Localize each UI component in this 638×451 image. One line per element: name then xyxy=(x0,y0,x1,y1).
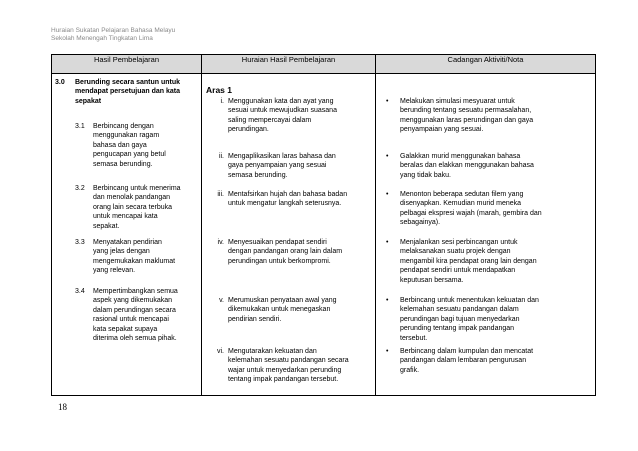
document-header-subtitle: Sekolah Menengah Tingkatan Lima xyxy=(51,35,153,42)
huraian-text xyxy=(228,97,337,135)
sub-item-line: dalam perundingan secara xyxy=(93,306,176,314)
huraian-line: semasa berunding. xyxy=(228,171,288,179)
huraian-number: v. xyxy=(219,297,224,304)
aktiviti-line: beralas dan elakkan menggunakan bahasa xyxy=(400,162,534,170)
aras-label: Aras 1 xyxy=(206,85,232,95)
aktiviti-line: disenyapkan. Kemudian murid meneka xyxy=(400,200,522,208)
huraian-line: untuk mengatur langkah seterusnya. xyxy=(228,200,342,208)
aktiviti-text xyxy=(400,238,537,285)
main-item-number: 3.0 xyxy=(55,79,65,86)
sub-item-line: orang lain secara terbuka xyxy=(93,203,172,211)
column-header-huraian: Huraian Hasil Pembelajaran xyxy=(202,55,376,74)
aktiviti-line: Berbincang untuk menentukan kekuatan dan xyxy=(400,297,539,304)
aktiviti-line: melaksanakan suatu projek dengan xyxy=(400,248,511,256)
huraian-line: Mengutarakan kekuatan dan xyxy=(228,348,317,355)
main-item-text xyxy=(75,78,180,106)
aktiviti-item xyxy=(386,238,537,285)
aktiviti-line: yang tidak baku. xyxy=(400,171,451,179)
sub-item-line: yang relevan. xyxy=(93,267,136,275)
sub-item-number: 3.1 xyxy=(75,123,85,130)
page-number: 18 xyxy=(58,402,67,412)
sub-item-line: Berbincang dengan xyxy=(93,123,154,130)
huraian-line: pendirian sendiri. xyxy=(228,315,282,323)
sub-item-line: Berbincang untuk menerima xyxy=(93,185,181,192)
sub-item-line: rasional untuk mencapai xyxy=(93,316,169,324)
huraian-number: iv. xyxy=(217,239,224,246)
aktiviti-text xyxy=(400,97,533,135)
table-body-row xyxy=(52,74,596,396)
main-item-line: mendapat persetujuan dan kata xyxy=(75,88,181,96)
huraian-line: Mentafsirkan hujah dan bahasa badan xyxy=(228,191,348,198)
bullet-icon: • xyxy=(386,297,389,304)
huraian-number: i. xyxy=(220,98,224,105)
aktiviti-line: kelemahan sesuatu pandangan dalam xyxy=(400,306,519,314)
sub-item-line: pengucapan yang betul xyxy=(93,151,166,159)
huraian-line: wajar untuk menyedarkan perunding xyxy=(228,366,342,374)
huraian-number: ii. xyxy=(218,153,224,160)
aktiviti-item xyxy=(386,296,539,343)
aktiviti-text xyxy=(400,296,539,343)
sub-item-line: sepakat. xyxy=(93,222,120,230)
aktiviti-line: penyampaian yang sesuai. xyxy=(400,126,484,134)
aktiviti-text xyxy=(400,152,534,180)
aktiviti-line: perunding tentang impak pandangan xyxy=(400,325,515,333)
aktiviti-line: pendapat sendiri untuk mendapatkan xyxy=(400,267,516,275)
huraian-line: gaya penyampaian yang sesuai xyxy=(228,162,327,170)
huraian-line: Merumuskan penyataan awal yang xyxy=(228,297,337,304)
huraian-text xyxy=(228,190,347,209)
aktiviti-line: Menjalankan sesi perbincangan untuk xyxy=(400,239,518,246)
aktiviti-line: sebagainya). xyxy=(400,219,441,227)
aktiviti-line: berunding tentang sesuatu permasalahan, xyxy=(400,107,532,115)
sub-item-line: diterima oleh semua pihak. xyxy=(93,335,177,343)
huraian-line: perundingan untuk berkompromi. xyxy=(228,257,331,265)
huraian-number: vi. xyxy=(217,348,224,355)
aktiviti-line: pelbagai ekspresi wajah (marah, gembira dan xyxy=(400,209,542,217)
sub-item-line: menggunakan ragam xyxy=(93,132,160,140)
aktiviti-item xyxy=(386,347,533,375)
sub-item-number: 3.3 xyxy=(75,239,85,246)
bullet-icon: • xyxy=(386,348,389,355)
bullet-icon: • xyxy=(386,239,389,246)
sub-item-text xyxy=(93,238,175,276)
sub-item-line: aspek yang dikemukakan xyxy=(93,297,172,305)
table-header-row xyxy=(52,55,596,74)
aktiviti-line: keputusan bersama. xyxy=(400,276,464,284)
main-item-line: Berunding secara santun untuk xyxy=(75,79,181,86)
sub-item-line: kata sepakat supaya xyxy=(93,325,158,333)
huraian-line: Mengaplikasikan laras bahasa dan xyxy=(228,153,336,160)
aktiviti-item xyxy=(386,190,542,228)
aktiviti-line: Menonton beberapa sedutan filem yang xyxy=(400,191,524,198)
sub-item-text xyxy=(93,122,166,169)
huraian-line: kelemahan sesuatu pandangan secara xyxy=(228,357,349,365)
aktiviti-item xyxy=(386,97,533,135)
aktiviti-line: Berbincang dalam kumpulan dan mencatat xyxy=(400,348,534,355)
huraian-text xyxy=(228,238,342,266)
huraian-line: sesuai untuk mewujudkan suasana xyxy=(228,107,337,115)
huraian-line: dikemukakan untuk menegaskan xyxy=(228,306,331,314)
bullet-icon: • xyxy=(386,98,389,105)
document-header-title: Huraian Sukatan Pelajaran Bahasa Melayu xyxy=(51,27,176,34)
huraian-text xyxy=(228,152,336,180)
sub-item-number: 3.2 xyxy=(75,185,85,192)
bullet-icon: • xyxy=(386,153,389,160)
learning-outcomes-table xyxy=(51,54,596,396)
sub-item-text xyxy=(93,287,178,343)
aktiviti-line: Melakukan simulasi mesyuarat untuk xyxy=(400,98,515,105)
huraian-line: Menyesuaikan pendapat sendiri xyxy=(228,239,327,246)
huraian-text xyxy=(228,347,349,385)
huraian-text xyxy=(228,296,337,324)
huraian-line: tentang impak pandangan tersebut. xyxy=(228,376,339,384)
column-header-aktiviti: Cadangan Aktiviti/Nota xyxy=(376,55,596,74)
huraian-line: saling mempercayai dalam xyxy=(228,116,312,124)
aktiviti-line: menggunakan laras perundingan dan gaya xyxy=(400,116,534,124)
sub-item-line: Menyatakan pendirian xyxy=(93,239,162,246)
sub-item-line: bahasa dan gaya xyxy=(93,141,147,149)
sub-item-line: mengemukakan maklumat xyxy=(93,257,176,265)
hasil-pembelajaran-cell xyxy=(52,74,202,396)
bullet-icon: • xyxy=(386,191,389,198)
sub-item-line: semasa berunding. xyxy=(93,160,153,168)
huraian-cell xyxy=(202,74,376,396)
aktiviti-line: pandangan dalam lembaran pengurusan xyxy=(400,357,527,365)
aktiviti-line: perundingan bagi tujuan menyedarkan xyxy=(400,315,520,323)
sub-item-line: Mempertimbangkan semua xyxy=(93,288,178,295)
aktiviti-text xyxy=(400,347,533,375)
huraian-line: perundingan. xyxy=(228,126,269,134)
huraian-line: Menggunakan kata dan ayat yang xyxy=(228,98,334,105)
aktiviti-line: grafik. xyxy=(400,366,420,374)
huraian-line: dengan pandangan orang lain dalam xyxy=(228,248,343,256)
sub-item-line: dan menolak pandangan xyxy=(93,194,171,202)
aktiviti-cell xyxy=(376,74,596,396)
aktiviti-text xyxy=(400,190,542,228)
sub-item-text xyxy=(93,184,181,231)
aktiviti-line: tersebut. xyxy=(400,334,428,342)
sub-item-line: yang jelas dengan xyxy=(93,248,150,256)
column-header-hasil: Hasil Pembelajaran xyxy=(52,55,202,74)
aktiviti-item xyxy=(386,152,534,180)
huraian-number: iii. xyxy=(217,191,224,198)
aktiviti-line: Galakkan murid menggunakan bahasa xyxy=(400,153,521,160)
sub-item-number: 3.4 xyxy=(75,288,85,295)
aktiviti-line: mengambil kira pendapat orang lain dengan xyxy=(400,257,537,265)
main-item-line: sepakat xyxy=(75,97,102,105)
sub-item-line: untuk mencapai kata xyxy=(93,213,158,221)
